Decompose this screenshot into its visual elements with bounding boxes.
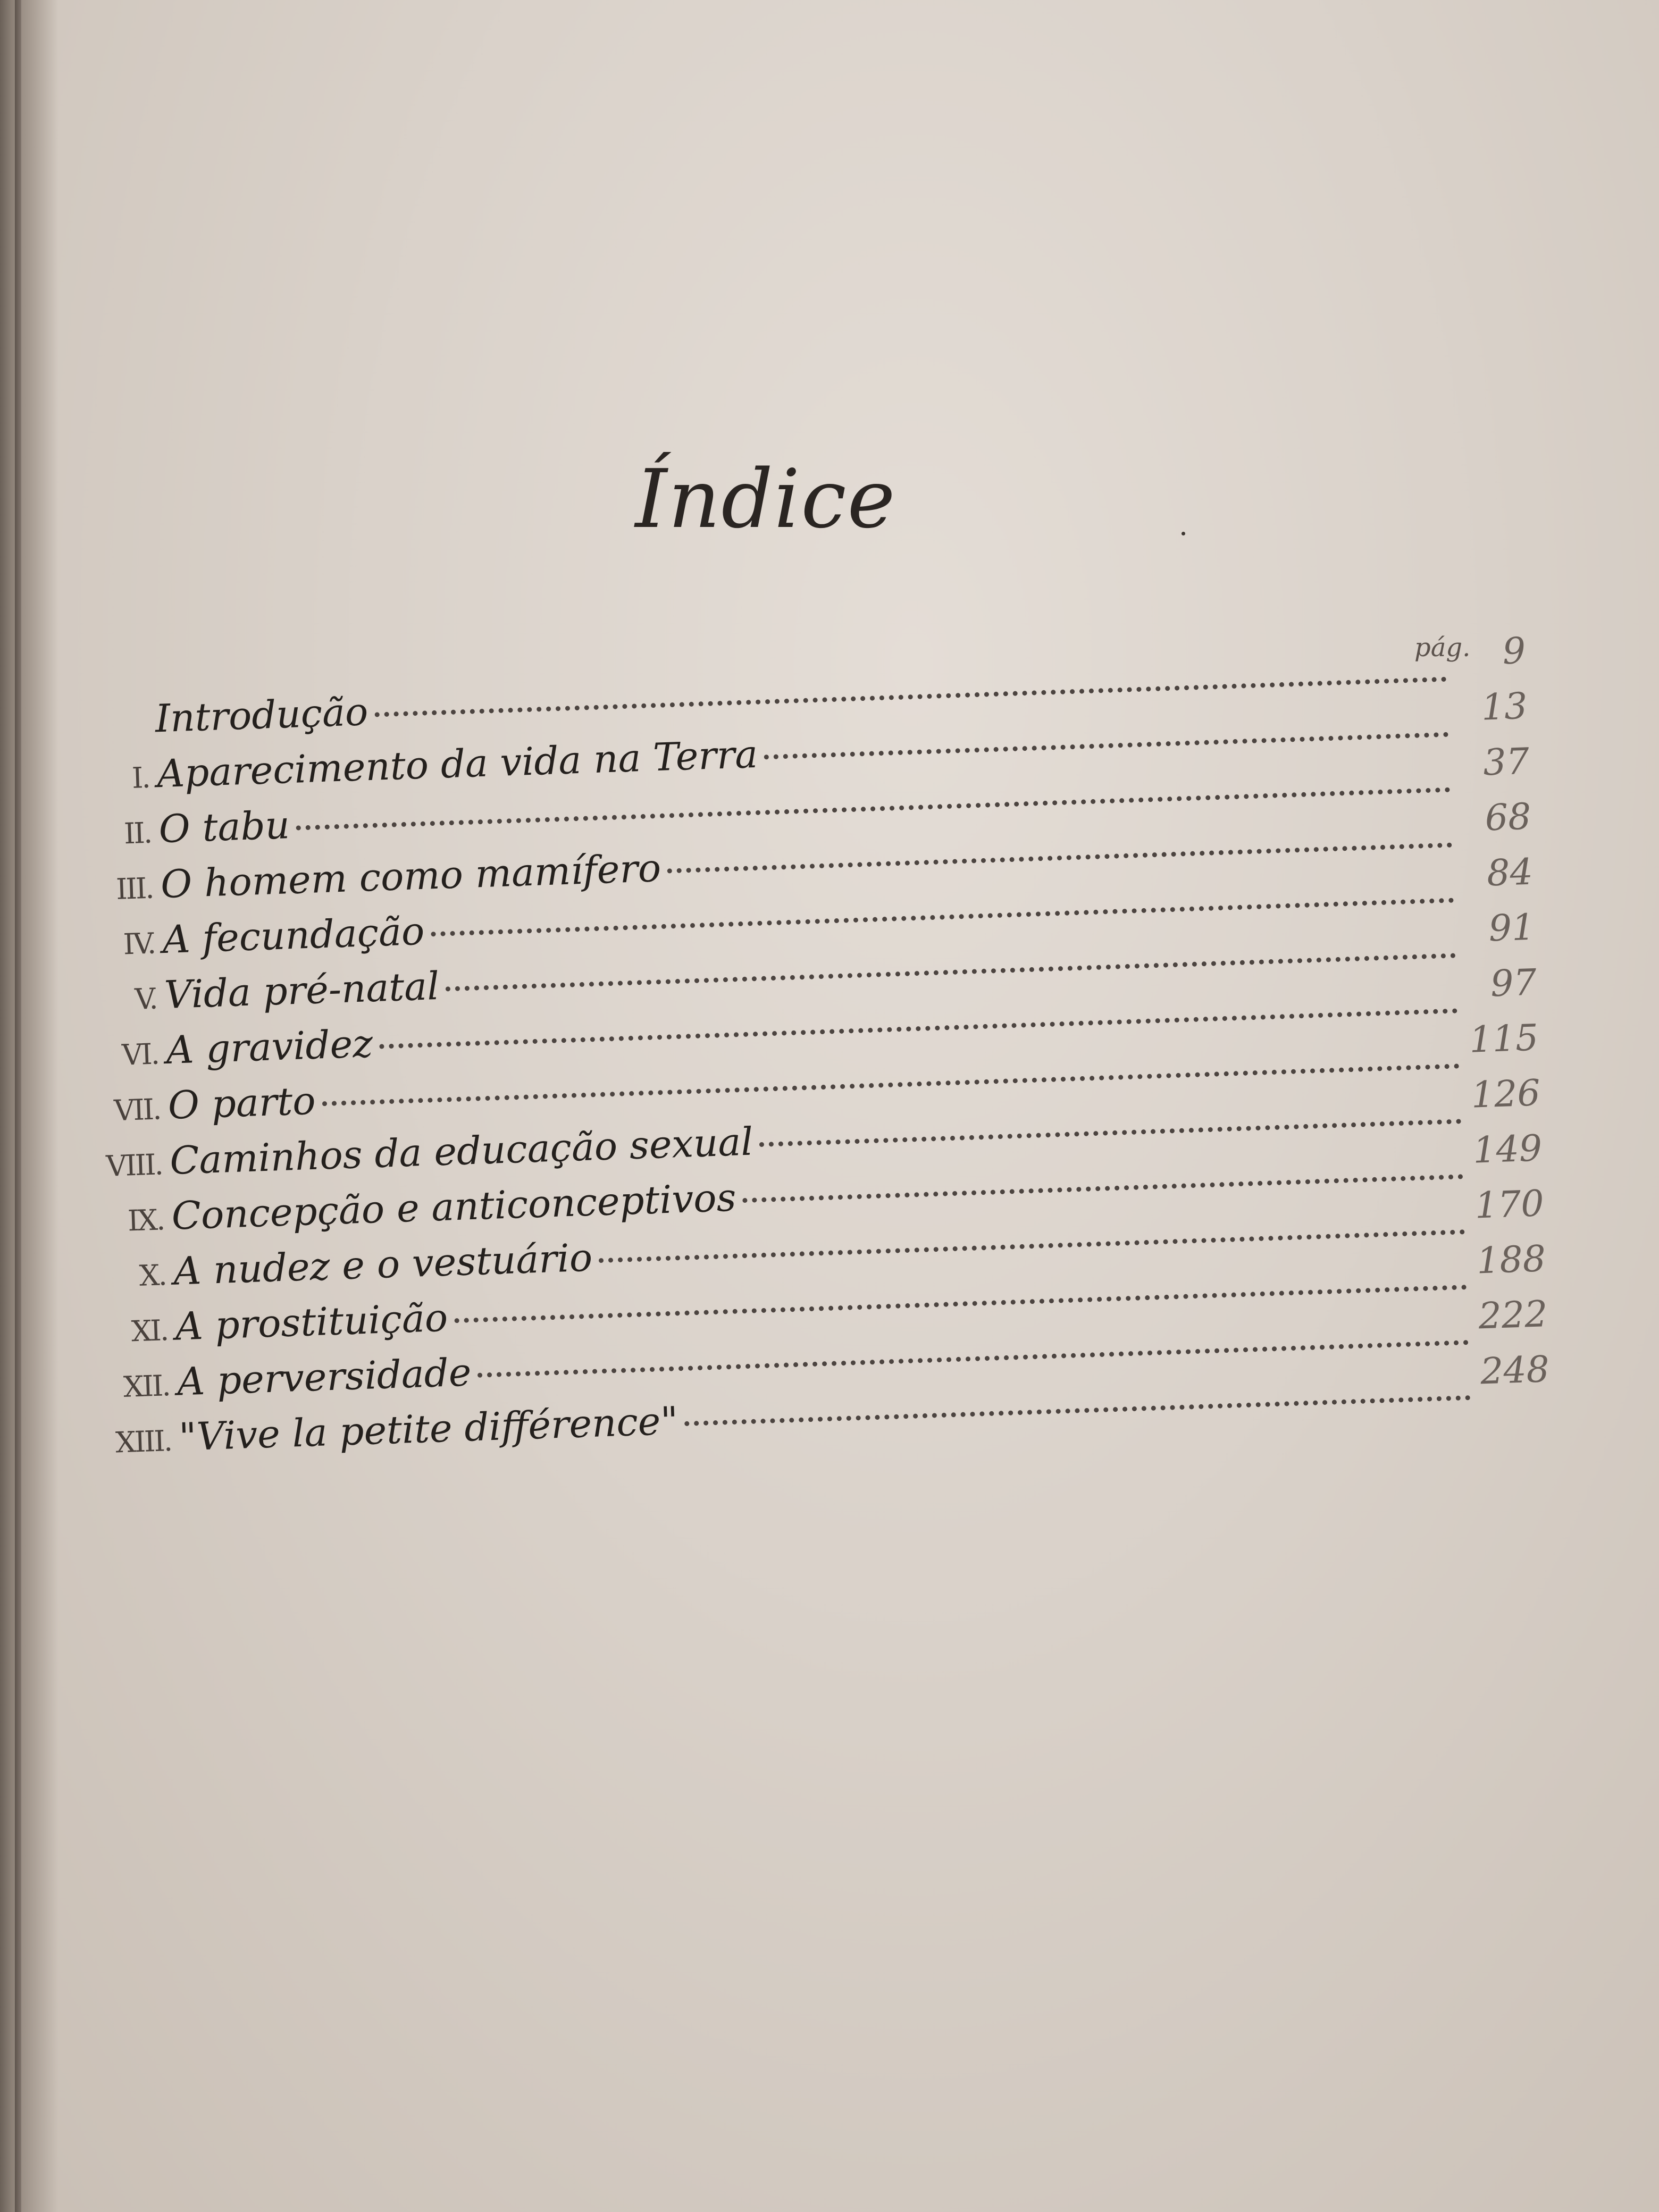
- dot-leader: [684, 1395, 1470, 1426]
- chapter-numeral: X.: [138, 1258, 166, 1293]
- chapter-numeral: [81, 739, 148, 741]
- page-number: 115: [1469, 1017, 1539, 1061]
- dot-leader: [759, 1119, 1461, 1147]
- chapter-numeral: I.: [131, 760, 150, 795]
- chapter-numeral: VIII.: [105, 1147, 163, 1183]
- chapter-title: Aparecimento da vida na Terra: [156, 731, 759, 797]
- chapter-title: O tabu: [158, 802, 291, 852]
- chapter-numeral: IV.: [122, 926, 155, 961]
- page-number: 149: [1472, 1127, 1543, 1172]
- chapter-title: Concepção e anticonceptivos: [171, 1175, 737, 1238]
- dot-leader: [764, 732, 1448, 760]
- page-number: 9: [1502, 630, 1527, 673]
- chapter-title: A nudez e o vestuário: [172, 1235, 593, 1294]
- chapter-title: A prostituição: [174, 1295, 449, 1349]
- chapter-numeral: VI.: [121, 1037, 159, 1072]
- book-spine-edge: [15, 0, 21, 2212]
- page-number: 248: [1479, 1348, 1551, 1393]
- chapter-numeral: VII.: [113, 1092, 161, 1128]
- binding-shadow: [0, 0, 58, 2212]
- page-number: 188: [1476, 1238, 1547, 1283]
- chapter-numeral: IX.: [127, 1203, 165, 1238]
- chapter-numeral: II.: [123, 816, 152, 851]
- table-of-contents: [80, 630, 1554, 1541]
- ink-speck: [1182, 532, 1185, 535]
- page-number: 37: [1482, 740, 1530, 784]
- page-number: 170: [1474, 1183, 1545, 1227]
- page-number: 68: [1484, 795, 1532, 840]
- chapter-title: O parto: [167, 1078, 316, 1128]
- page-number: 84: [1486, 851, 1534, 895]
- chapter-numeral: XIII.: [115, 1424, 172, 1460]
- page-column-label: pág.: [1414, 633, 1471, 663]
- page-number: 13: [1480, 685, 1528, 729]
- page-number: 222: [1478, 1293, 1548, 1338]
- chapter-numeral: V.: [134, 982, 157, 1016]
- chapter-title: Introdução: [154, 689, 369, 741]
- chapter-title: A perversidade: [176, 1350, 472, 1404]
- chapter-title: Vida pré-natal: [163, 963, 440, 1018]
- chapter-title: A fecundação: [162, 908, 425, 962]
- chapter-title: "Vive la petite différence": [178, 1398, 679, 1460]
- chapter-title: O homem como mamífero: [160, 845, 662, 907]
- chapter-numeral: III.: [115, 871, 154, 906]
- page-number: 91: [1488, 906, 1536, 950]
- dot-leader: [742, 1174, 1463, 1203]
- page-number: 97: [1489, 961, 1537, 1006]
- page-title: Índice: [635, 452, 896, 546]
- chapter-numeral: XI.: [130, 1313, 168, 1348]
- chapter-title: A gravidez: [165, 1021, 374, 1073]
- dot-leader: [667, 843, 1452, 874]
- chapter-numeral: XII.: [123, 1369, 170, 1404]
- page-number: 126: [1470, 1072, 1541, 1117]
- chapter-title: Caminhos da educação sexual: [169, 1119, 754, 1183]
